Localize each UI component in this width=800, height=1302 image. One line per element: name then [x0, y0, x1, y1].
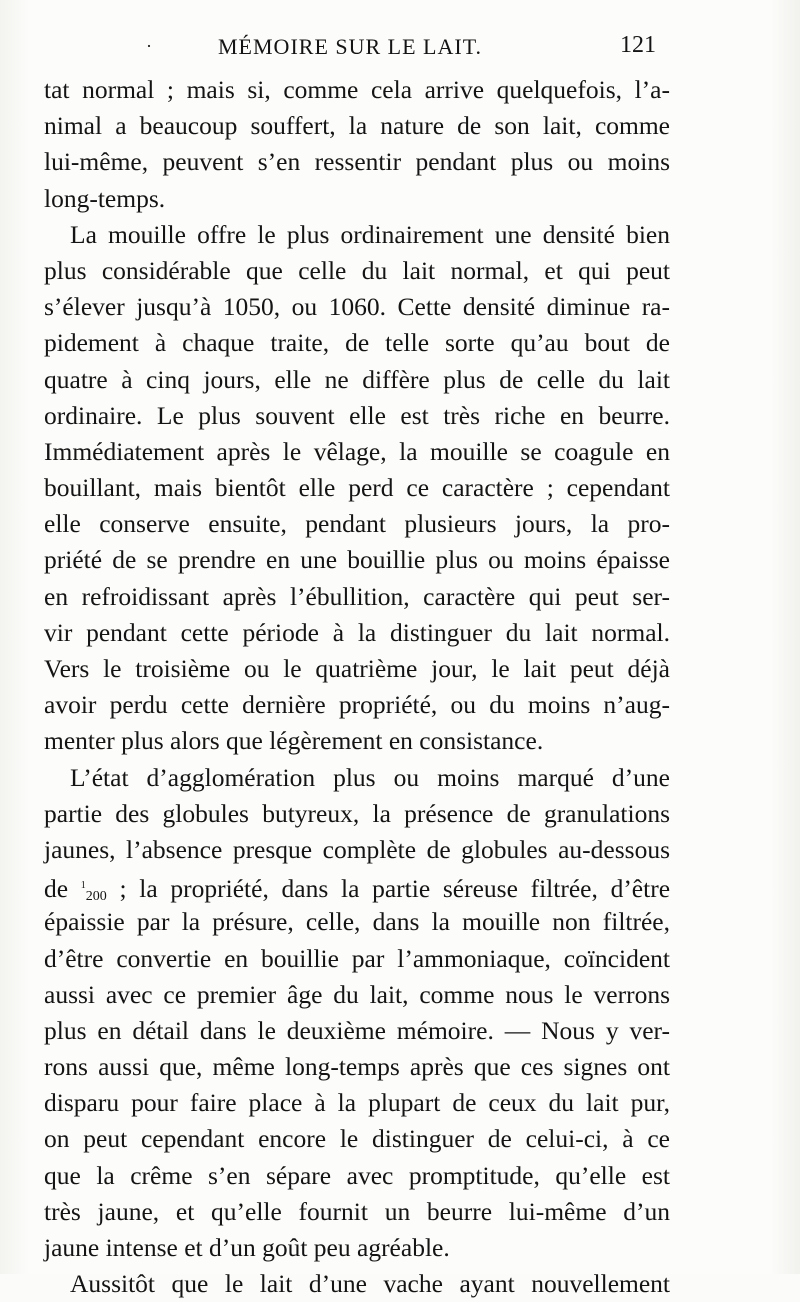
- header-bullet: ·: [146, 36, 152, 56]
- page-number: 121: [620, 32, 656, 58]
- text-line: pidement à chaque traite, de telle sorte qu’au bout de: [44, 328, 670, 358]
- text-line-with-fraction: [44, 868, 670, 904]
- text-fragment: de: [44, 874, 69, 904]
- text-line: ordinaire. Le plus souvent elle est très riche en beurre.: [44, 400, 670, 430]
- text-line: que la crême s’en sépare avec promptitude, qu’elle est: [44, 1160, 670, 1190]
- text-line: Immédiatement après le vêlage, la mouille se coagule en: [44, 436, 670, 466]
- fraction-numerator: 1: [80, 880, 86, 892]
- text-line: long-temps.: [44, 183, 166, 213]
- fraction-denominator: 200: [85, 889, 107, 905]
- text-line: menter plus alors que légèrement en consistance.: [44, 726, 544, 756]
- text-line: disparu pour faire place à la plupart de ceux du lait pur,: [44, 1088, 670, 1118]
- text-line: épaissie par la présure, celle, dans la mouille non filtrée,: [44, 907, 670, 937]
- text-line: rons aussi que, même long-temps après que ces signes ont: [44, 1052, 670, 1082]
- text-fragment: ; la propriété, dans la partie séreuse filtrée, d’être: [119, 874, 671, 904]
- paragraph-start-line: L’état d’agglomération plus ou moins marqué d’une: [70, 762, 670, 792]
- paragraph-start-line: Aussitôt que le lait d’une vache ayant nouvellement: [70, 1269, 670, 1299]
- text-line: avoir perdu cette dernière propriété, ou du moins n’aug-: [44, 690, 670, 720]
- running-title: MÉMOIRE SUR LE LAIT.: [218, 34, 483, 59]
- text-line: très jaune, et qu’elle fournit un beurre lui-même d’un: [44, 1196, 670, 1226]
- text-line: plus considérable que celle du lait normal, et qui peut: [44, 255, 670, 285]
- text-line: plus en détail dans le deuxième mémoire. — Nous y ver-: [44, 1015, 670, 1045]
- body-text: [44, 72, 670, 1302]
- text-line: jaune intense et d’un goût peu agréable.: [44, 1233, 450, 1262]
- text-line: jaunes, l’absence presque complète de globules au-dessous: [44, 834, 670, 864]
- text-line: on peut cependant encore le distinguer de celui-ci, à ce: [44, 1124, 670, 1154]
- text-line: Vers le troisième ou le quatrième jour, le lait peut déjà: [44, 654, 670, 683]
- text-line: d’être convertie en bouillie par l’ammoniaque, coïncident: [44, 943, 670, 973]
- text-line: quatre à cinq jours, elle ne diffère plus de celle du lait: [44, 364, 670, 394]
- text-line: nimal a beaucoup souffert, la nature de son lait, comme: [44, 111, 670, 141]
- text-line: priété de se prendre en une bouillie plus ou moins épaisse: [44, 545, 670, 575]
- text-line: lui-même, peuvent s’en ressentir pendant plus ou moins: [44, 147, 670, 177]
- text-line: s’élever jusqu’à 1050, ou 1060. Cette densité diminue ra-: [44, 292, 670, 322]
- paragraph-start-line: La mouille offre le plus ordinairement une densité bien: [70, 219, 670, 249]
- text-line: vir pendant cette période à la distinguer du lait normal.: [44, 617, 670, 647]
- fraction: [80, 880, 107, 905]
- text-line: tat normal ; mais si, comme cela arrive quelquefois, l’a-: [44, 75, 670, 104]
- text-line: en refroidissant après l’ébullition, caractère qui peut ser-: [44, 581, 670, 611]
- text-line: elle conserve ensuite, pendant plusieurs jours, la pro-: [44, 509, 670, 539]
- text-line: partie des globules butyreux, la présence de granulations: [44, 798, 670, 828]
- text-line: bouillant, mais bientôt elle perd ce caractère ; cependant: [44, 473, 670, 503]
- page-header: [0, 30, 800, 66]
- text-line: aussi avec ce premier âge du lait, comme nous le verrons: [44, 979, 670, 1009]
